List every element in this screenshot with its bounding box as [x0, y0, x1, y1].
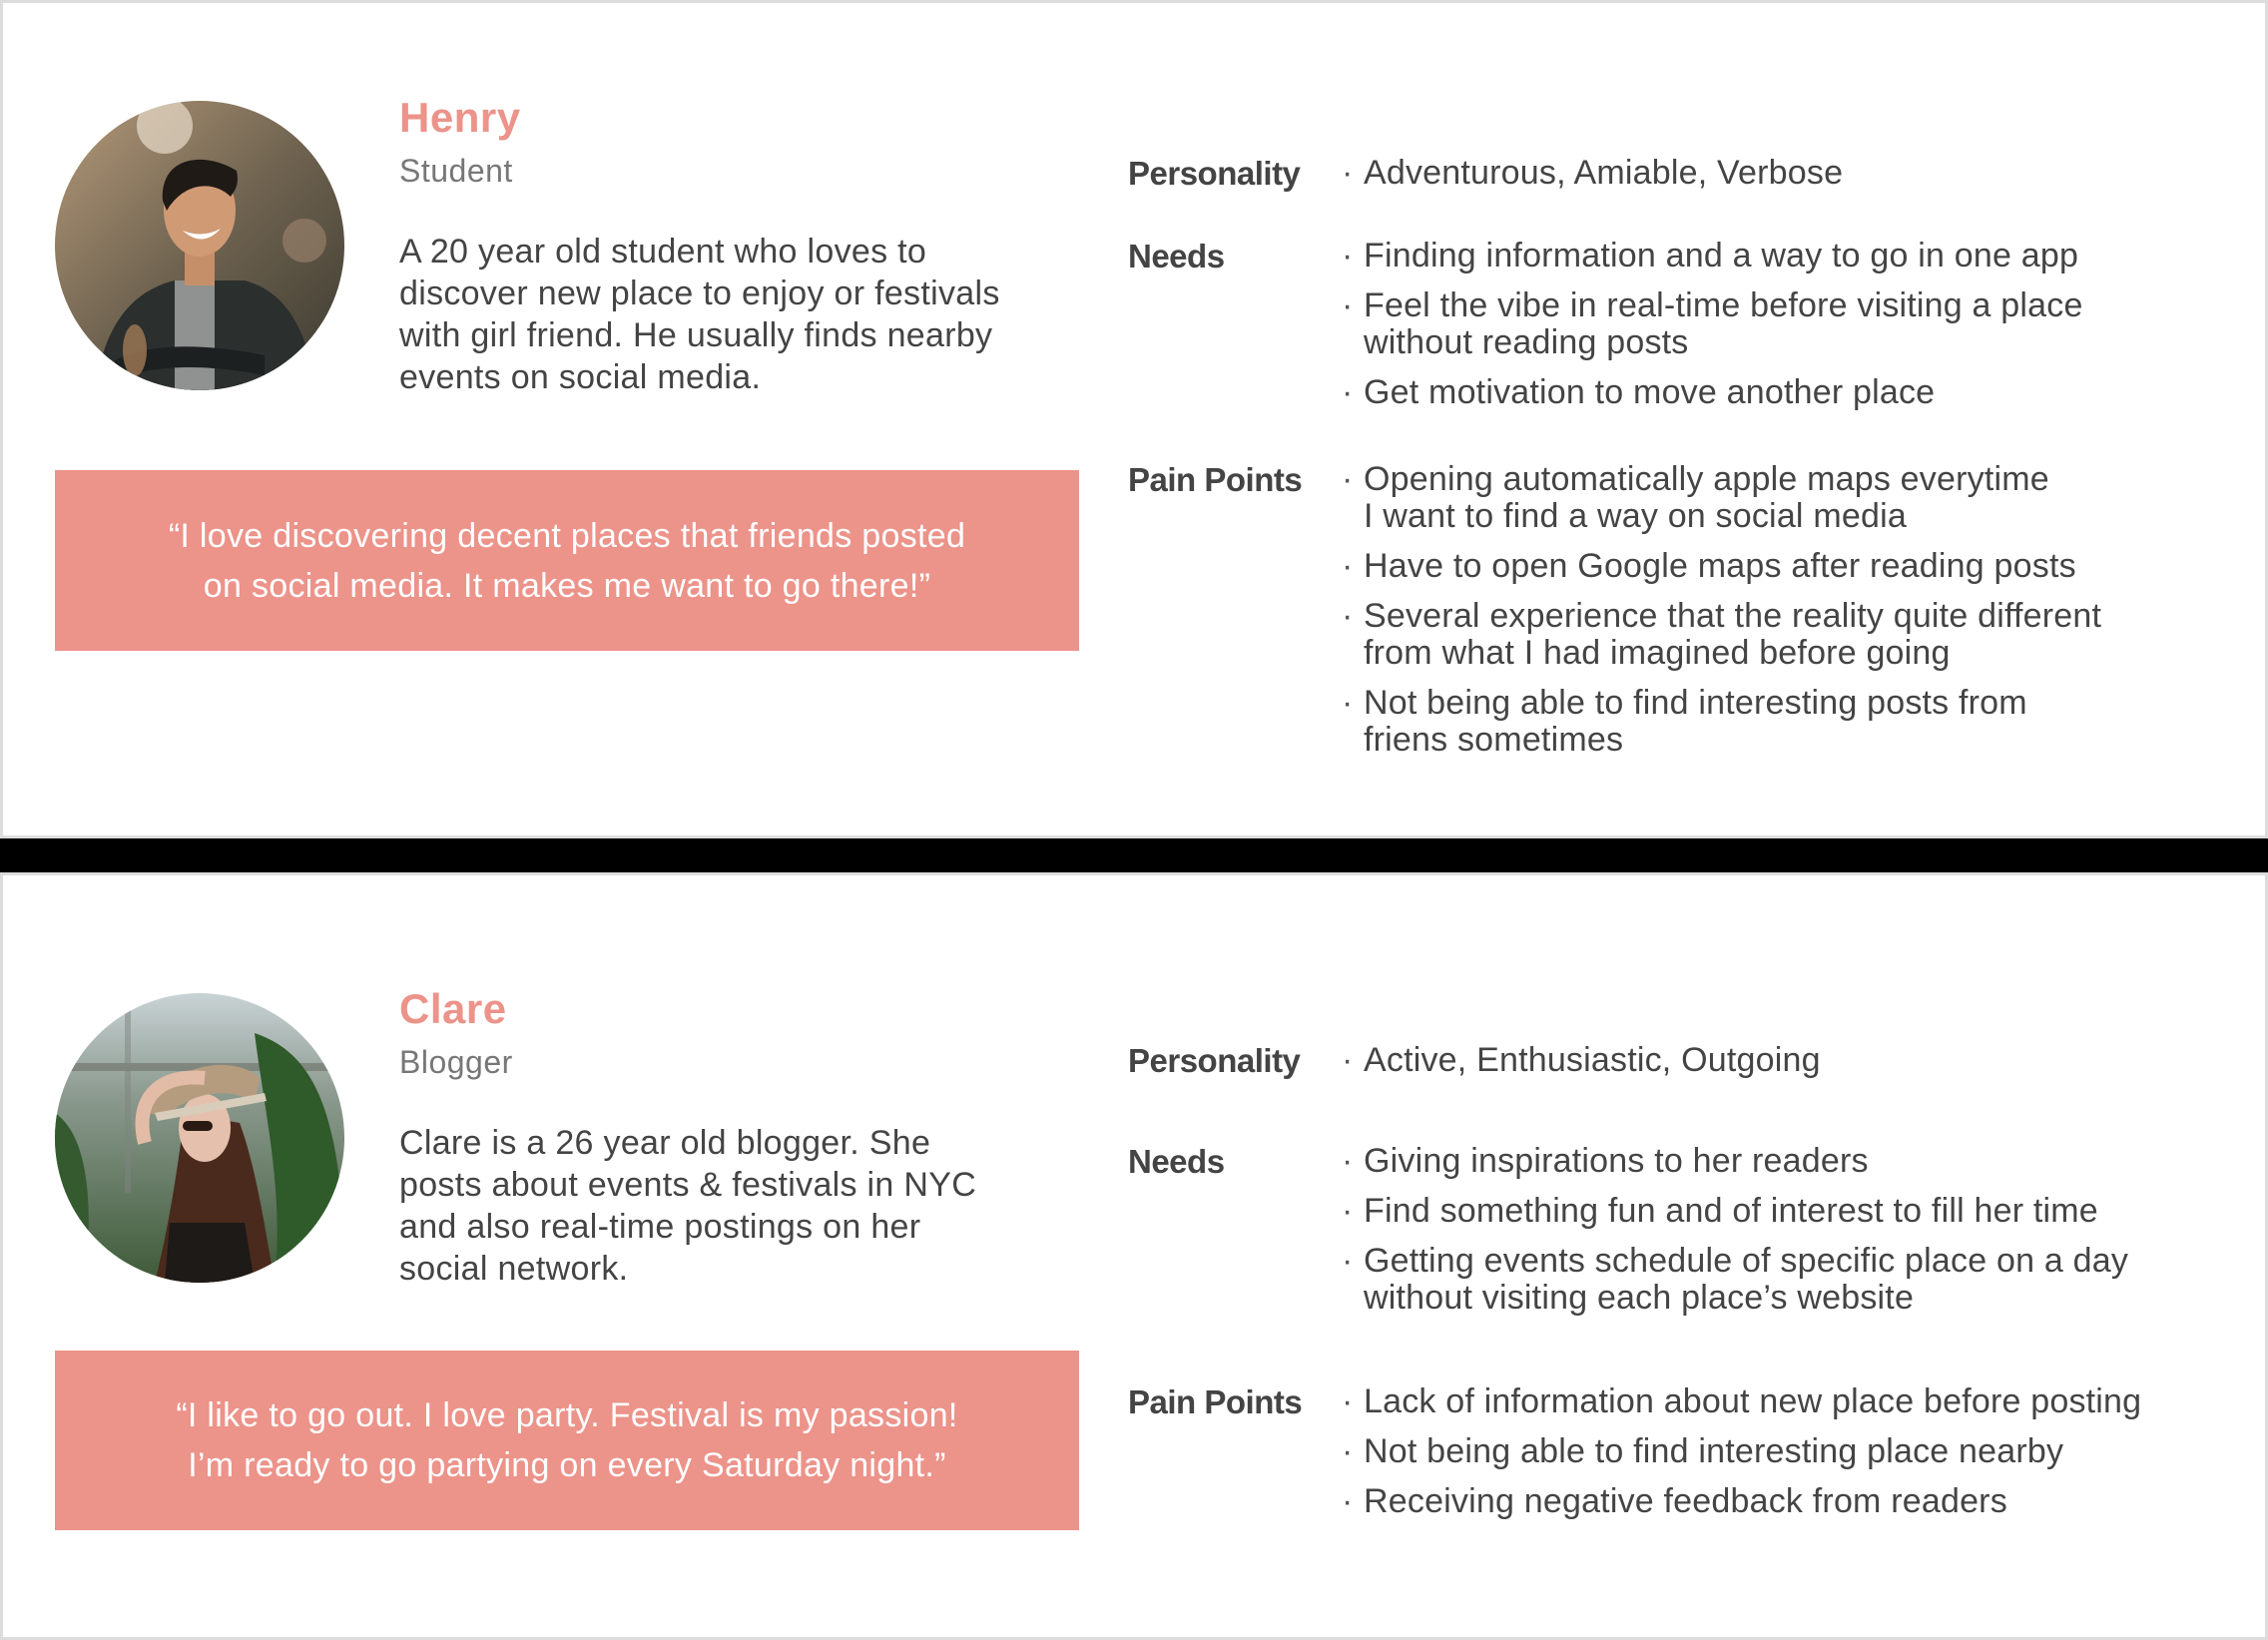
persona-quote: [55, 470, 1079, 651]
need-item: · Find something fun and of interest to fill her time: [1342, 1192, 2098, 1230]
pain-point-item: · Several experience that the reality quite different from what I had imagined before going: [1342, 597, 2102, 672]
bullet-icon: ·: [1342, 1382, 1354, 1420]
avatar-henry: [55, 101, 344, 390]
bullet-icon: ·: [1342, 1482, 1354, 1520]
label-pain-points: Pain Points: [1128, 461, 1303, 498]
personality-value: · Active, Enthusiastic, Outgoing: [1342, 1041, 1821, 1079]
bullet-icon: ·: [1342, 1242, 1354, 1280]
persona-name: Henry: [399, 94, 521, 141]
bullet-icon: ·: [1342, 1192, 1354, 1230]
personality-value: · Adventurous, Amiable, Verbose: [1342, 154, 1844, 192]
person-photo-icon: [55, 101, 344, 390]
bullet-icon: ·: [1342, 286, 1354, 324]
need-item: · Giving inspirations to her readers: [1342, 1142, 1869, 1180]
pain-point-item: · Not being able to find interesting place nearby: [1342, 1432, 2064, 1470]
label-needs: Needs: [1128, 1143, 1225, 1180]
avatar-clare: [55, 993, 344, 1283]
need-item: · Get motivation to move another place: [1342, 373, 1936, 411]
bullet-icon: ·: [1342, 597, 1354, 635]
quote-line: “I like to go out. I love party. Festival is my passion!: [176, 1396, 958, 1434]
label-personality: Personality: [1128, 1042, 1301, 1079]
description-line: and also real-time postings on her: [399, 1208, 921, 1246]
persona-role: Blogger: [399, 1044, 513, 1080]
persona-description: [399, 1122, 1098, 1290]
pain-point-item: · Not being able to find interesting posts from friens sometimes: [1342, 684, 2027, 759]
bullet-icon: ·: [1342, 460, 1354, 498]
need-item: · Getting events schedule of specific place on a day without visiting each place’s website: [1342, 1242, 2129, 1317]
bullet-icon: ·: [1342, 154, 1354, 192]
description-line: posts about events & festivals in NYC: [399, 1166, 977, 1204]
description-line: social network.: [399, 1250, 629, 1288]
description-line: A 20 year old student who loves to: [399, 233, 927, 271]
quote-line: “I love discovering decent places that friends posted: [168, 516, 966, 555]
description-line: with girl friend. He usually finds nearby: [399, 316, 993, 354]
persona-description: [399, 231, 1098, 398]
label-needs: Needs: [1128, 238, 1225, 274]
persona-name: Clare: [399, 985, 507, 1032]
quote-line: I’m ready to go partying on every Saturday night.”: [188, 1446, 946, 1484]
need-item: · Finding information and a way to go in one app: [1342, 237, 2079, 274]
label-pain-points: Pain Points: [1128, 1383, 1303, 1420]
bullet-icon: ·: [1342, 237, 1354, 274]
description-line: events on social media.: [399, 358, 762, 396]
bullet-icon: ·: [1342, 684, 1354, 722]
bullet-icon: ·: [1342, 1142, 1354, 1180]
pain-point-item: · Receiving negative feedback from readers: [1342, 1482, 2007, 1520]
bullet-icon: ·: [1342, 1432, 1354, 1470]
person-photo-icon: [55, 993, 344, 1283]
persona-role: Student: [399, 153, 513, 189]
bullet-icon: ·: [1342, 373, 1354, 411]
bullet-icon: ·: [1342, 1041, 1354, 1079]
label-personality: Personality: [1128, 155, 1301, 192]
persona-quote: [55, 1351, 1079, 1530]
description-line: Clare is a 26 year old blogger. She: [399, 1124, 931, 1162]
need-item: · Feel the vibe in real-time before visiting a place without reading posts: [1342, 286, 2083, 361]
pain-point-item: · Opening automatically apple maps everytime I want to find a way on social media: [1342, 460, 2049, 535]
bullet-icon: ·: [1342, 547, 1354, 585]
pain-point-item: · Have to open Google maps after reading posts: [1342, 547, 2076, 585]
section-divider: [0, 838, 2268, 872]
pain-point-item: · Lack of information about new place before posting: [1342, 1382, 2142, 1420]
description-line: discover new place to enjoy or festivals: [399, 274, 1000, 312]
quote-line: on social media. It makes me want to go there!”: [203, 566, 931, 605]
